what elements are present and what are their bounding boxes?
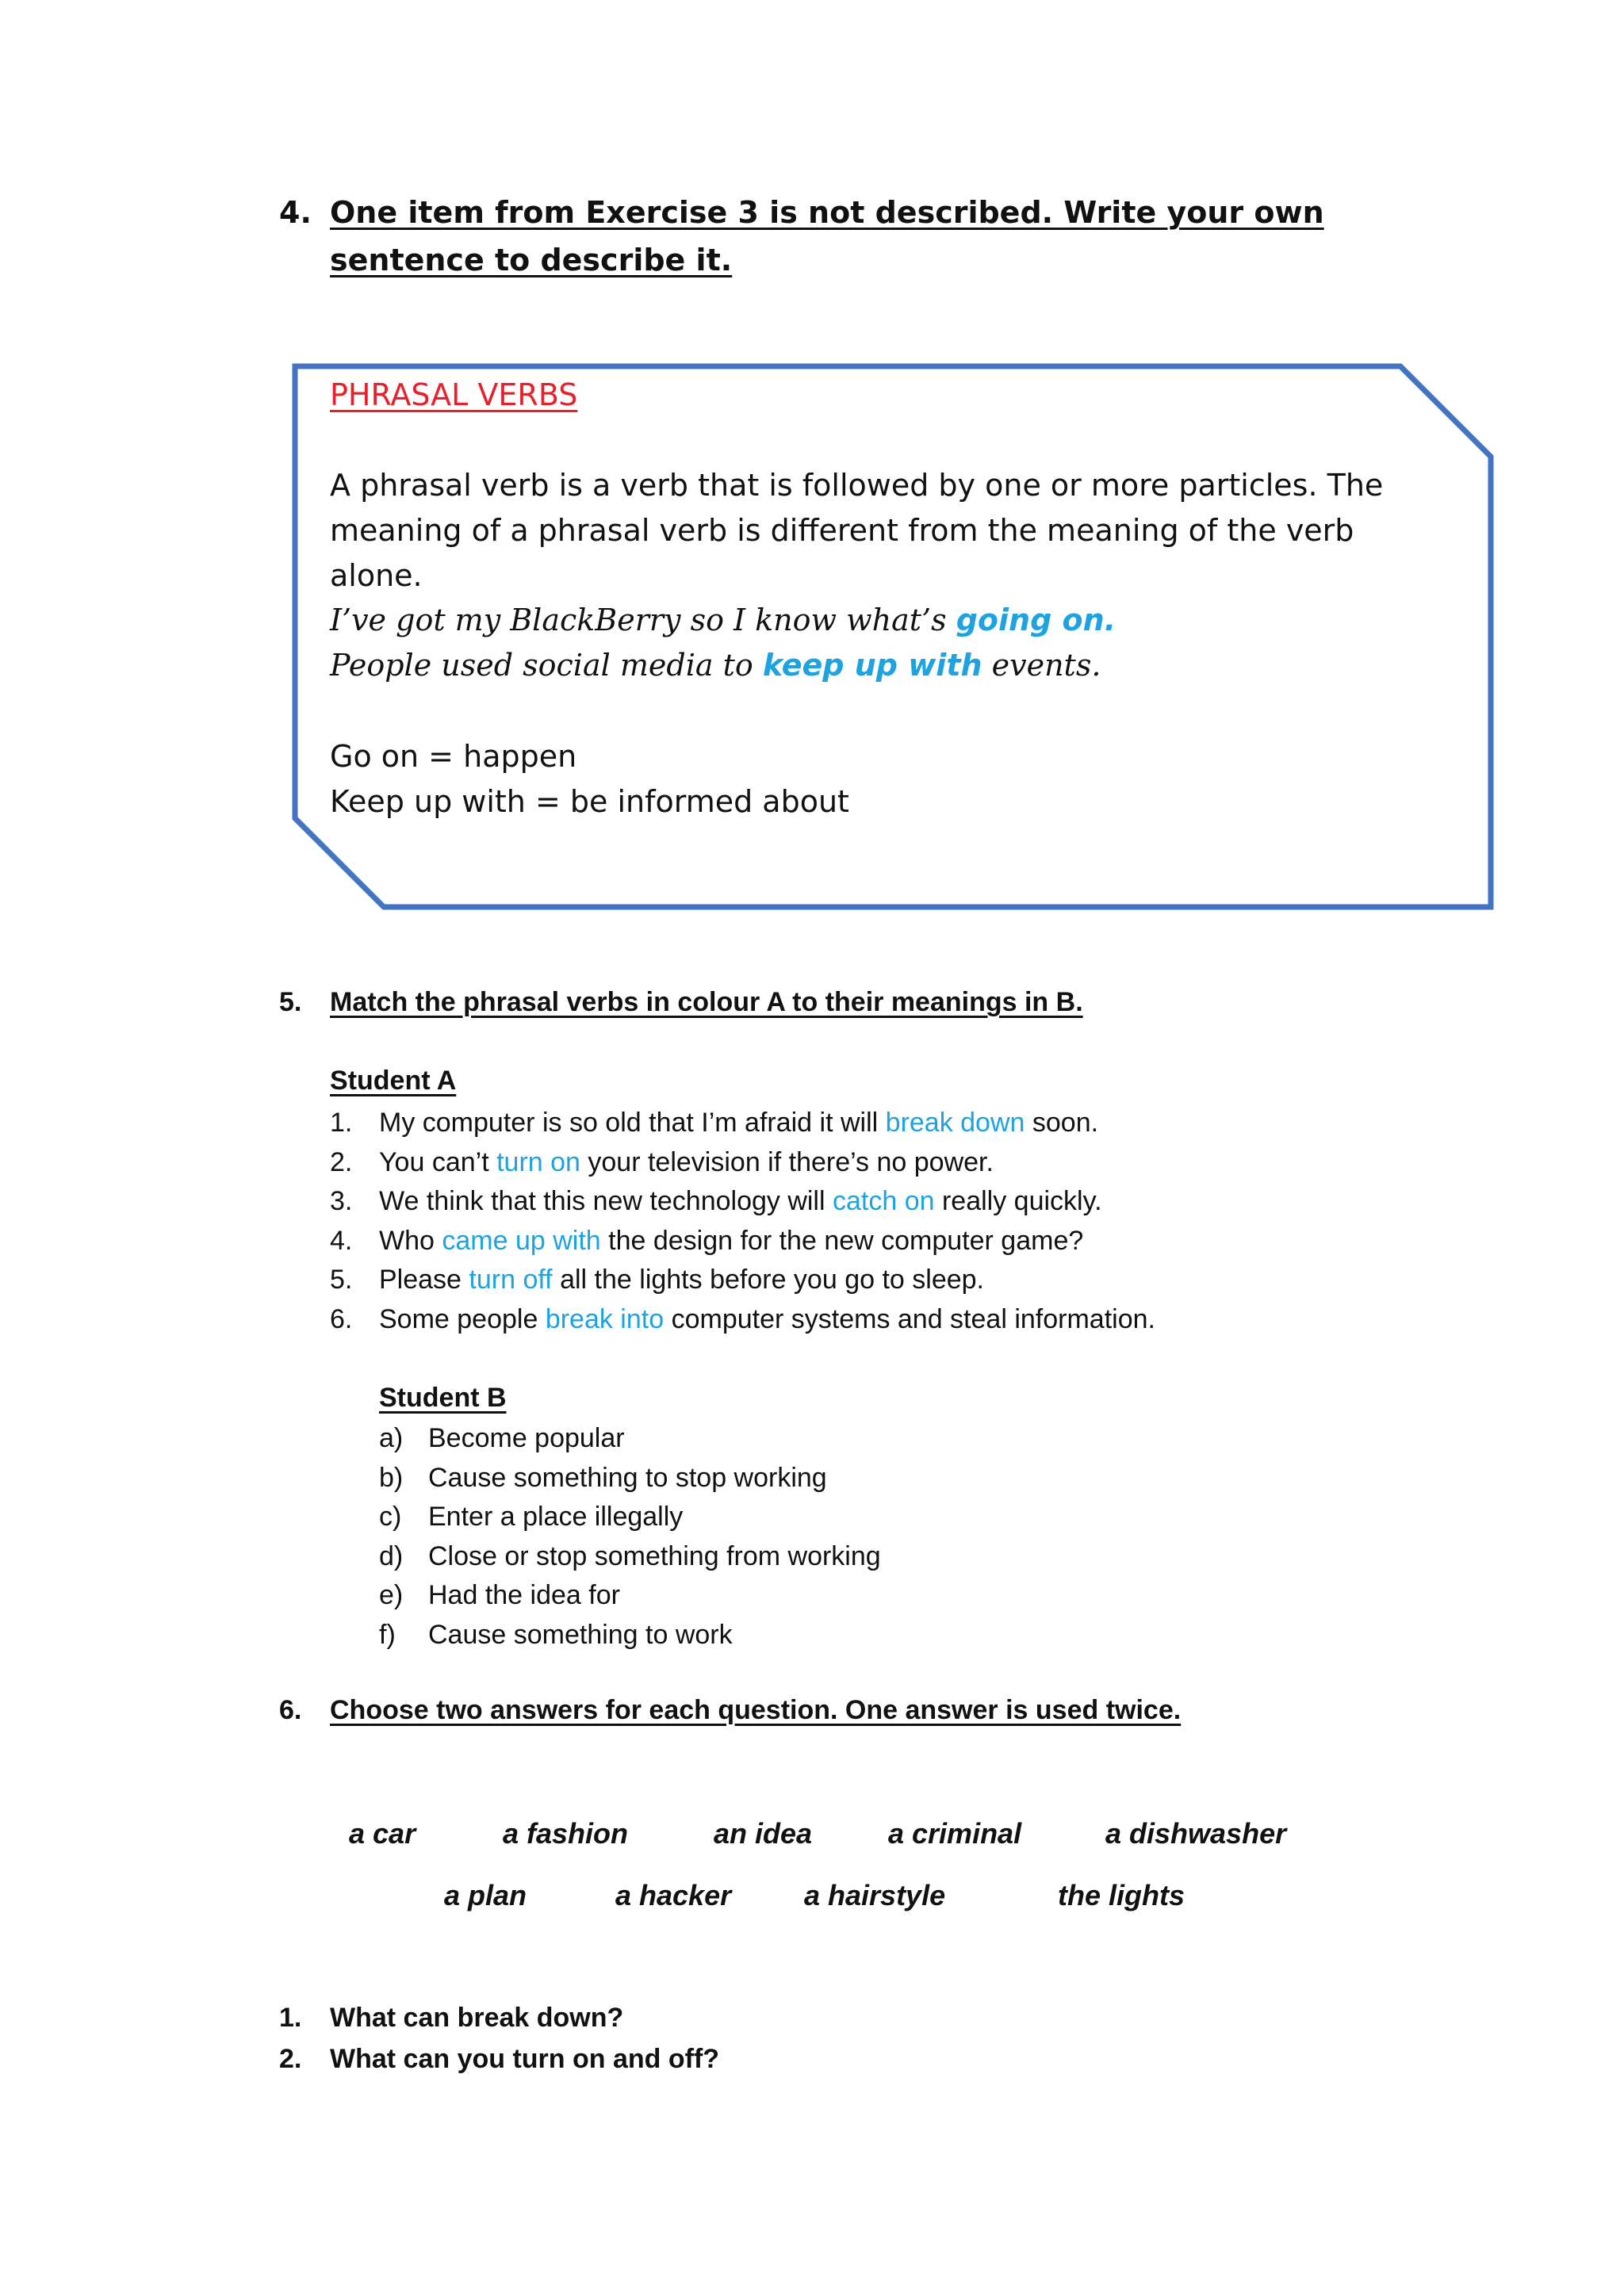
meaning-2: Keep up with = be informed about [330, 784, 849, 819]
item-number: 2. [330, 1146, 353, 1177]
phrasal-verbs-title: PHRASAL VERBS [330, 377, 578, 412]
item-letter: c) [379, 1502, 402, 1532]
example-sentence-1 [330, 598, 1456, 643]
list-item [379, 1537, 1331, 1577]
item-text: your television if there’s no power. [580, 1146, 994, 1177]
item-text: computer systems and steal information. [664, 1303, 1155, 1334]
item-letter: a) [379, 1423, 404, 1453]
phrasal-verb: catch on [833, 1186, 935, 1216]
example-text: events. [982, 648, 1101, 683]
example-highlight: going on. [956, 603, 1116, 637]
list-item [379, 1419, 1331, 1459]
list-item [379, 1616, 1331, 1655]
example-text: I’ve got my BlackBerry so I know what’s [330, 603, 956, 637]
list-item [330, 1222, 1361, 1261]
list-item [379, 1498, 1331, 1537]
answer-option: a hairstyle [804, 1879, 946, 1911]
item-text: We think that this new technology will [379, 1186, 833, 1216]
item-letter: d) [379, 1540, 404, 1571]
item-number: 1. [330, 1108, 353, 1138]
phrasal-verb: break into [545, 1303, 665, 1334]
list-item [379, 1576, 1331, 1616]
item-text: Had the idea for [428, 1580, 620, 1610]
phrasal-verb-definition: A phrasal verb is a verb that is followed by one or more particles. The meaning of a phrasal verb is different from the meaning of the verb alone. [330, 468, 1384, 593]
answer-option: a car [349, 1817, 416, 1850]
item-text: Become popular [428, 1423, 625, 1453]
item-text: You can’t [379, 1146, 497, 1177]
exercise-number: 5. [279, 987, 302, 1017]
item-text: Some people [379, 1303, 546, 1334]
example-highlight: keep up with [762, 648, 982, 683]
question [279, 2003, 1310, 2044]
answer-option: a criminal [888, 1817, 1022, 1850]
exercise-6-questions [279, 2003, 1310, 2090]
answer-option: an idea [714, 1817, 813, 1850]
answer-option: a dishwasher [1105, 1817, 1287, 1850]
answer-option: a fashion [503, 1817, 629, 1850]
example-sentence-2 [330, 643, 1456, 688]
answer-options-row-2 [0, 1879, 1624, 1917]
item-text: Who [379, 1225, 442, 1256]
item-number: 4. [330, 1225, 353, 1256]
phrasal-verb-examples [330, 598, 1456, 688]
phrasal-verb: came up with [442, 1225, 601, 1256]
answer-option: a plan [444, 1879, 527, 1911]
item-text: Please [379, 1265, 469, 1295]
answer-option: a hacker [615, 1879, 732, 1911]
item-letter: f) [379, 1619, 396, 1650]
item-text: My computer is so old that I’m afraid it will [379, 1108, 886, 1138]
item-text: soon. [1025, 1108, 1099, 1138]
exercise-instruction: One item from Exercise 3 is not described. Write your own sentence to describe it. [330, 195, 1324, 277]
student-b-list [379, 1419, 1331, 1655]
item-text: Enter a place illegally [428, 1502, 684, 1532]
question [279, 2044, 1310, 2085]
exercise-instruction: Choose two answers for each question. One answer is used twice. [330, 1695, 1182, 1725]
list-item [330, 1300, 1361, 1340]
item-text: the design for the new computer game? [600, 1225, 1084, 1256]
phrasal-verb: turn on [496, 1146, 580, 1177]
question-number: 2. [279, 2044, 302, 2074]
exercise-number: 4. [279, 195, 312, 230]
phrasal-verb-meanings [330, 734, 1281, 825]
answer-option: the lights [1058, 1879, 1185, 1911]
list-item [330, 1143, 1361, 1183]
question-text: What can you turn on and off? [330, 2044, 720, 2074]
exercise-instruction: Match the phrasal verbs in colour A to their meanings in B. [330, 987, 1083, 1017]
exercise-number: 6. [279, 1695, 302, 1725]
question-number: 1. [279, 2003, 302, 2033]
item-number: 5. [330, 1265, 353, 1295]
item-letter: b) [379, 1462, 404, 1493]
student-a-list [330, 1104, 1361, 1339]
answer-options-row-1 [0, 1817, 1624, 1855]
student-a-heading: Student A [330, 1066, 457, 1096]
meaning-1: Go on = happen [330, 739, 577, 774]
item-text: Cause something to work [428, 1619, 733, 1650]
list-item [379, 1459, 1331, 1498]
example-text: People used social media to [330, 648, 763, 683]
item-letter: e) [379, 1580, 404, 1610]
list-item [330, 1104, 1361, 1143]
item-text: Cause something to stop working [428, 1462, 827, 1493]
item-text: all the lights before you go to sleep. [552, 1265, 984, 1295]
list-item [330, 1182, 1361, 1222]
item-text: really quickly. [934, 1186, 1102, 1216]
phrasal-verb: break down [885, 1108, 1025, 1138]
item-number: 6. [330, 1303, 353, 1334]
student-b-heading: Student B [379, 1383, 507, 1413]
phrasal-verb: turn off [469, 1265, 553, 1295]
item-text: Close or stop something from working [428, 1540, 881, 1571]
list-item [330, 1261, 1361, 1300]
question-text: What can break down? [330, 2003, 624, 2033]
item-number: 3. [330, 1186, 353, 1216]
